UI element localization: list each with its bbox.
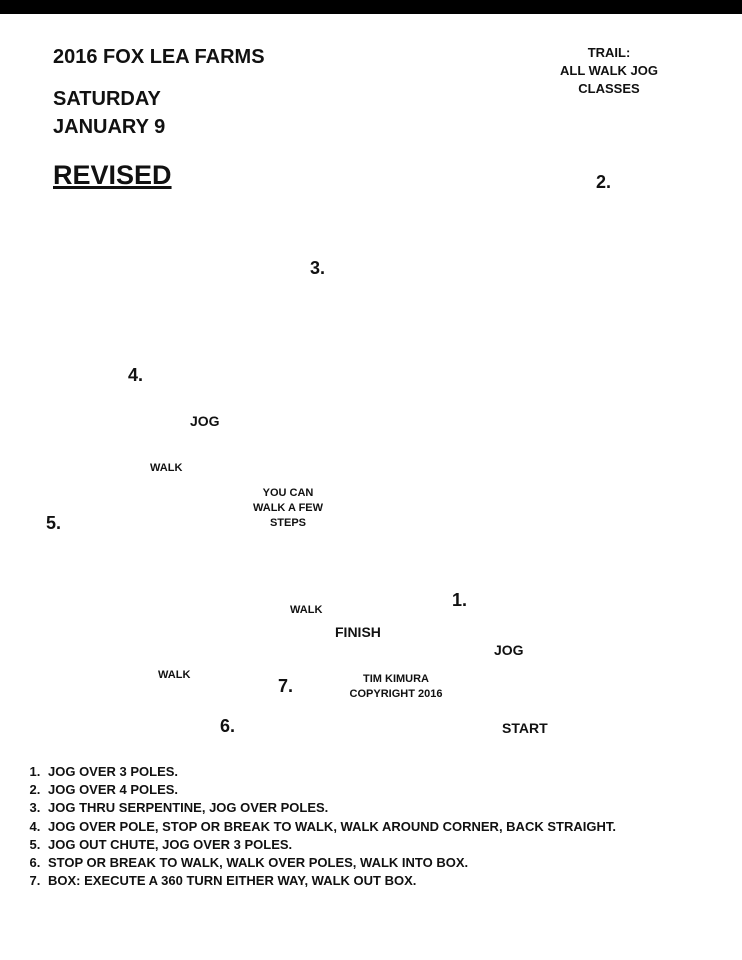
walk-label-exit: WALK — [290, 604, 323, 616]
jog-label-start: JOG — [494, 642, 524, 658]
obstacle-2-label: 2. — [596, 172, 612, 192]
trail-line-2: ALL WALK JOG — [560, 63, 658, 78]
start-label: START — [502, 720, 548, 736]
obstacle-4-label: 4. — [128, 365, 144, 385]
walk-note-line-1: YOU CAN — [262, 487, 314, 499]
obstacle-6-label: 6. — [220, 716, 236, 736]
obstacle-1-label: 1. — [452, 590, 468, 610]
instruction-item: 4. JOG OVER POLE, STOP OR BREAK TO WALK, WALK AROUND CORNER, BACK STRAIGHT. — [44, 818, 742, 836]
obstacle-3-label: 3. — [310, 258, 326, 278]
trail-class-note — [544, 44, 674, 98]
trail-line-1: TRAIL: — [587, 45, 631, 60]
instruction-item: 6. STOP OR BREAK TO WALK, WALK OVER POLES, WALK INTO BOX. — [44, 854, 742, 872]
walk-note-line-3: STEPS — [269, 517, 307, 529]
instruction-item: 5. JOG OUT CHUTE, JOG OVER 3 POLES. — [44, 836, 742, 854]
instruction-item: 1. JOG OVER 3 POLES. — [44, 763, 742, 781]
obstacle-7-label: 7. — [278, 676, 294, 696]
event-title: 2016 FOX LEA FARMS — [53, 46, 265, 68]
instruction-item: 3. JOG THRU SERPENTINE, JOG OVER POLES. — [44, 799, 742, 817]
instruction-item: 2. JOG OVER 4 POLES. — [44, 781, 742, 799]
walk-label-poles: WALK — [158, 669, 191, 681]
walk-label-chute: WALK — [150, 462, 183, 474]
instruction-item: 7. BOX: EXECUTE A 360 TURN EITHER WAY, WALK OUT BOX. — [44, 872, 742, 890]
designer-name: TIM KIMURA — [363, 673, 429, 685]
walk-steps-note — [248, 486, 328, 531]
trail-line-3: CLASSES — [578, 81, 640, 96]
finish-label: FINISH — [335, 624, 381, 640]
obstacle-5-label: 5. — [46, 513, 62, 533]
credit-block — [336, 672, 456, 702]
walk-note-line-2: WALK A FEW — [252, 502, 324, 514]
event-date: JANUARY 9 — [53, 116, 166, 138]
jog-label-chute: JOG — [190, 413, 220, 429]
instruction-list — [20, 763, 742, 890]
copyright-text: COPYRIGHT 2016 — [349, 688, 443, 700]
event-day: SATURDAY — [53, 88, 161, 110]
revised-label: REVISED — [53, 160, 172, 190]
